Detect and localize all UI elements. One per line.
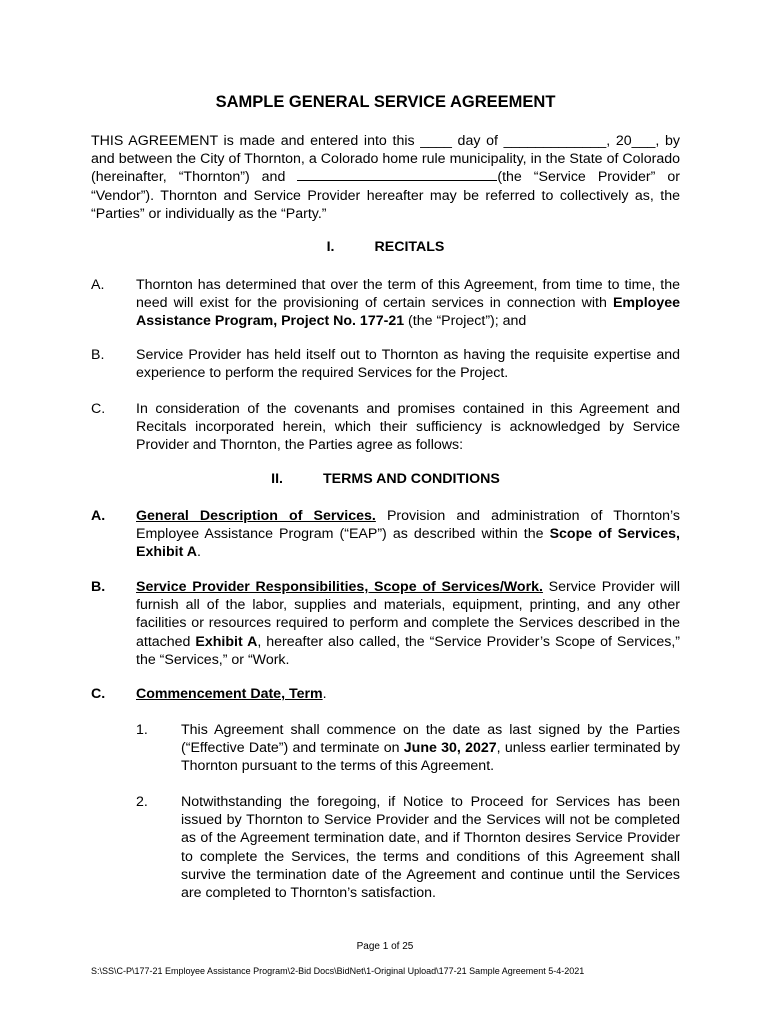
item-text	[136, 685, 680, 703]
project-name: Employee Assistance Program, Project No. 177-21	[136, 295, 680, 330]
item-letter: C.	[91, 686, 106, 702]
item-text-part2: .	[196, 544, 201, 561]
item-text	[136, 276, 680, 331]
item-text-part1: Service Provider will furnish all of the labor, supplies and materials, equipment, printing, and any other facilities or resources required to perform and complete the Services described in the attached	[136, 579, 680, 650]
section-title: RECITALS	[374, 239, 445, 255]
intro-text-part1: THIS AGREEMENT is made and entered into this ____ day of _____________, 20___, by and between the City of Thornton, a Colorado home rule municipality, in the State of Colorado (hereinafter, “Thornton”) and	[91, 133, 680, 186]
subitem-text	[181, 721, 680, 776]
item-heading: Service Provider Responsibilities, Scope of Services/Work.	[136, 579, 543, 595]
exhibit-reference: Exhibit A	[195, 633, 258, 650]
section-terms-heading	[91, 471, 680, 487]
term-subitem-1	[136, 721, 680, 776]
recital-item-a	[91, 276, 680, 331]
vendor-name-blank	[297, 168, 497, 181]
recital-item-b	[91, 346, 680, 382]
item-text	[136, 507, 680, 562]
item-letter: C.	[91, 401, 106, 417]
item-letter: B.	[91, 347, 105, 363]
document-title: SAMPLE GENERAL SERVICE AGREEMENT	[215, 93, 556, 111]
section-title: TERMS AND CONDITIONS	[323, 471, 500, 487]
subitem-text: Notwithstanding the foregoing, if Notice to Proceed for Services has been issued by Thornton to Service Provider and the Services will not be completed as of the Agreement termination date, and if Thornton desires Service Provider to complete the Services, the terms and conditions of this Agreement shall survive the termination date of the Agreement and continue until the Services are completed to Thornton’s satisfaction.	[181, 794, 680, 902]
term-subitem-2	[136, 793, 680, 902]
item-text: Service Provider has held itself out to Thornton as having the requisite expertise and experience to perform the required Services for the Project.	[136, 347, 680, 382]
subitem-number: 2.	[136, 794, 148, 810]
exhibit-reference: Scope of Services, Exhibit A	[136, 526, 680, 561]
terms-item-b	[91, 578, 680, 669]
item-text-part2: (the “Project”); and	[404, 313, 527, 330]
item-text-part2: , hereafter also called, the “Service Provider’s Scope of Services,” the “Services,” or “Work.	[136, 633, 680, 668]
item-heading: Commencement Date, Term	[136, 686, 323, 702]
page-number: Page 1 of 25	[356, 941, 414, 952]
intro-text-part2: (the “Service Provider” or “Vendor”). Thornton and Service Provider hereafter may be referred to collectively as, the “Parties” or individually as the “Party.”	[91, 169, 680, 222]
item-letter: B.	[91, 579, 106, 595]
section-number: I.	[326, 239, 335, 255]
termination-date: June 30, 2027	[403, 740, 497, 757]
item-heading: General Description of Services.	[136, 508, 376, 524]
item-text-part1: Thornton has determined that over the term of this Agreement, from time to time, the need will exist for the provisioning of certain services in connection with	[136, 277, 680, 312]
item-letter: A.	[91, 277, 105, 293]
item-text-part1: Provision and administration of Thornton’s Employee Assistance Program (“EAP”) as described within the	[136, 508, 680, 543]
subitem-number: 1.	[136, 722, 148, 738]
terms-item-c	[91, 685, 680, 703]
terms-item-a	[91, 507, 680, 562]
item-letter: A.	[91, 508, 106, 524]
item-text	[136, 578, 680, 669]
subitem-text-part2: , unless earlier terminated by Thornton pursuant to the terms of this Agreement.	[181, 740, 681, 775]
section-recitals-heading	[91, 239, 680, 255]
section-number: II.	[271, 471, 283, 487]
file-path: S:\SS\C-P\177-21 Employee Assistance Program\2-Bid Docs\BidNet\1-Original Upload\177-21 Sample Agreement 5-4-2021	[91, 966, 585, 976]
intro-paragraph	[91, 132, 680, 223]
subitem-text-part1: This Agreement shall commence on the date as last signed by the Parties (“Effective Date”) and terminate on	[181, 722, 680, 757]
recital-item-c	[91, 400, 680, 455]
item-text: In consideration of the covenants and promises contained in this Agreement and Recitals incorporated herein, which their sufficiency is acknowledged by Service Provider and Thornton, the Parties agree as follows:	[136, 401, 680, 454]
item-text-part2: .	[322, 686, 327, 702]
